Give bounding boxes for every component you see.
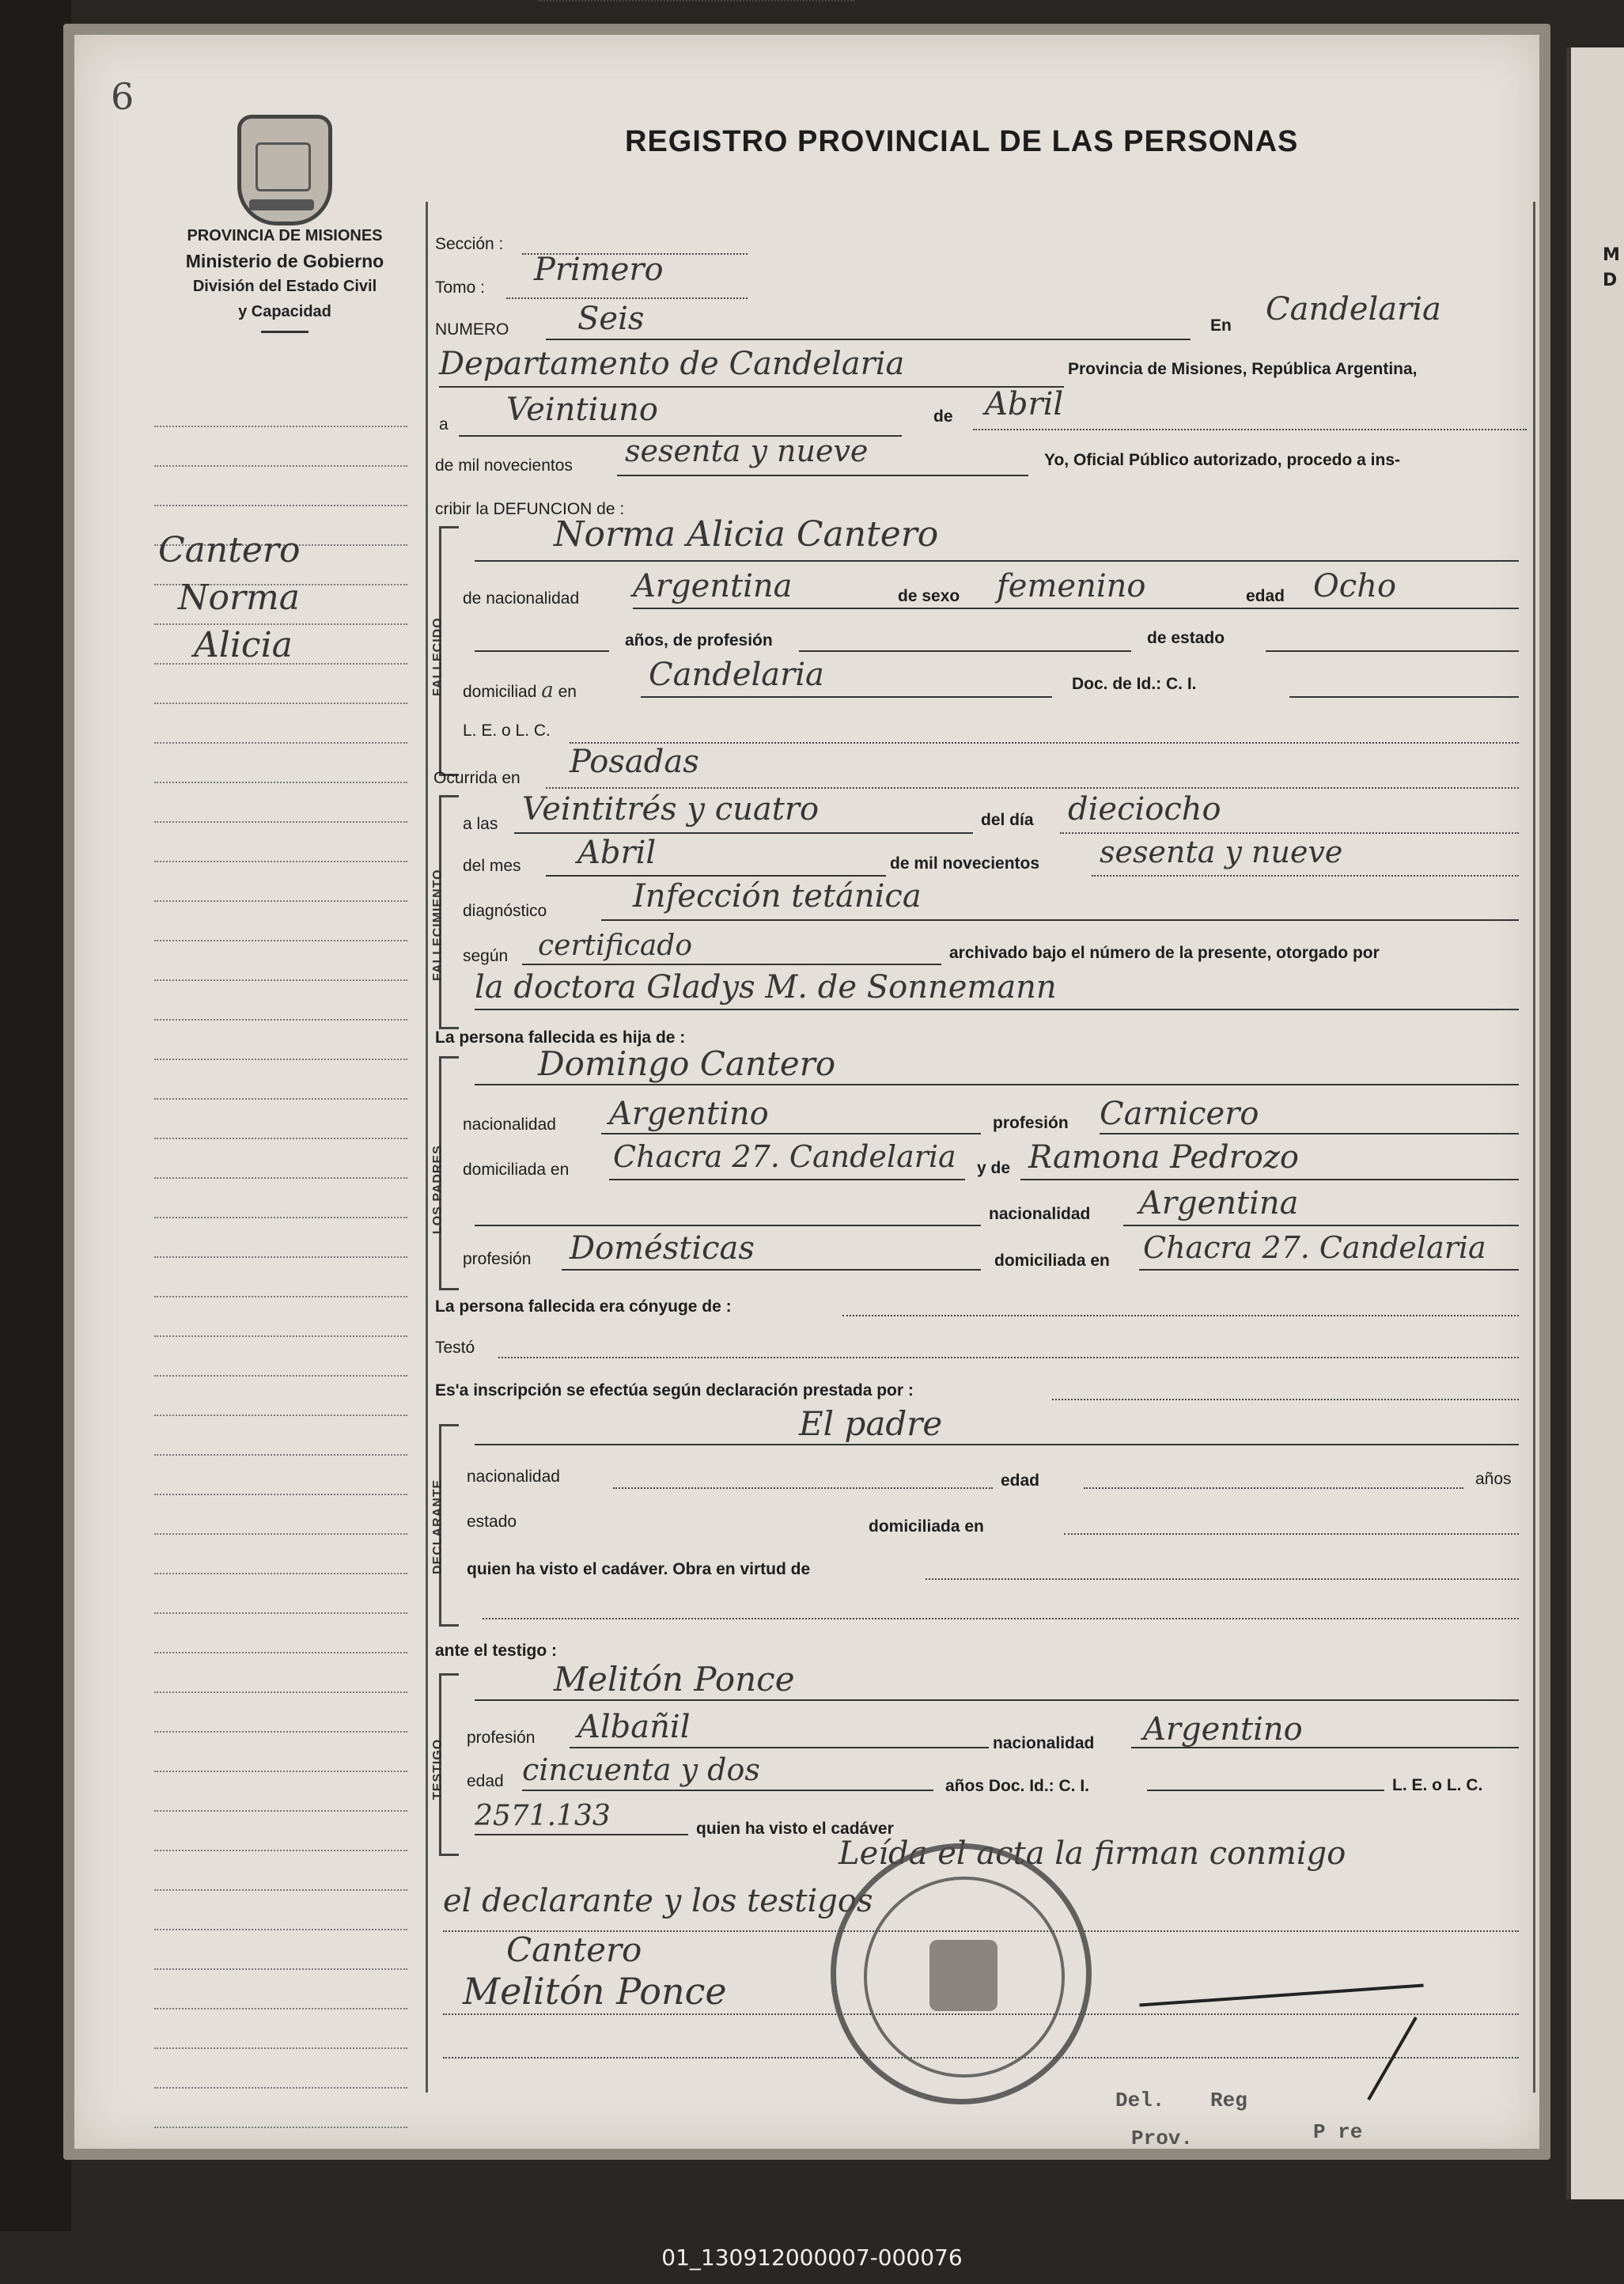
- value-domicilio: Candelaria: [649, 657, 824, 693]
- label-yo-oficial: Yo, Oficial Público autorizado, procedo a ins-: [1044, 451, 1401, 469]
- blank-line: [1060, 832, 1519, 834]
- label-domiciliad: [463, 679, 577, 703]
- side-label-fallecido: FALLECIDO: [431, 617, 445, 696]
- blank-line: [475, 650, 609, 652]
- blank-line: [439, 386, 1064, 388]
- label-inscripcion: Es'a inscripción se efectúa según declaración prestada por :: [435, 1381, 914, 1400]
- value-madre-prof: Domésticas: [570, 1230, 755, 1267]
- blank-line: [1289, 696, 1519, 698]
- adjacent-page-fragment: [1566, 47, 1624, 2199]
- label-domiciliada-declarante: domiciliada en: [869, 1517, 984, 1536]
- org-line: y Capacidad: [238, 303, 331, 320]
- label-cribir: cribir la DEFUNCION de :: [435, 500, 625, 518]
- value-tomo: Primero: [534, 252, 664, 288]
- label-de-mil: de mil novecientos: [435, 456, 573, 475]
- column-divider: [426, 202, 428, 2093]
- label-edad-declarante: edad: [1001, 1472, 1040, 1490]
- value-padre-nac: Argentino: [609, 1096, 769, 1132]
- label-testo: Testó: [435, 1339, 475, 1357]
- value-padre: Domingo Cantero: [538, 1044, 836, 1083]
- label-profesion2: profesión: [463, 1250, 532, 1268]
- blank-line: [799, 650, 1131, 652]
- label-nacionalidad: de nacionalidad: [463, 589, 580, 608]
- stamp-text: Prov.: [1131, 2127, 1194, 2150]
- fragment-text: D: [1603, 271, 1618, 290]
- label-conyuge: La persona fallecida era cónyuge de :: [435, 1297, 732, 1316]
- value-madre-nac: Argentina: [1139, 1185, 1299, 1222]
- blank-line: [617, 475, 1028, 476]
- value-dia-fall: dieciocho: [1068, 791, 1221, 828]
- label-edad-testigo: edad: [467, 1772, 504, 1790]
- blank-line: [475, 1834, 688, 1835]
- value-ocurrida: Posadas: [570, 744, 699, 780]
- signature-declarante: Cantero: [506, 1930, 642, 1969]
- margin-given-name: Norma: [178, 578, 300, 618]
- blank-line: [633, 608, 1519, 609]
- value-segun: certificado: [538, 930, 693, 962]
- label-hija: La persona fallecida es hija de :: [435, 1028, 686, 1047]
- org-line: División del Estado Civil: [192, 278, 377, 295]
- label-ocurrida: Ocurrida en: [433, 769, 521, 787]
- label-domiciliada-en: domiciliada en: [463, 1161, 570, 1179]
- margin-given-name: Alicia: [194, 625, 293, 665]
- blank-line: [475, 1444, 1519, 1445]
- label-text: domiciliad: [463, 683, 537, 701]
- blank-line: [1092, 875, 1519, 877]
- blank-line: [475, 1009, 1519, 1010]
- blank-line: [973, 429, 1527, 430]
- blank-line: [562, 1269, 981, 1271]
- label-domiciliada-en2: domiciliada en: [994, 1252, 1110, 1270]
- label-nac-padre: nacionalidad: [463, 1115, 556, 1134]
- blank-line: [475, 1225, 981, 1226]
- blank-line: [538, 0, 854, 2]
- label-ante: ante el testigo :: [435, 1642, 558, 1660]
- blank-line: [613, 1487, 993, 1489]
- value-testigo-prof: Albañil: [577, 1709, 691, 1745]
- value-hora: Veintitrés y cuatro: [522, 791, 820, 828]
- blank-line: [1139, 1269, 1519, 1271]
- label-le-testigo: L. E. o L. C.: [1392, 1776, 1483, 1794]
- blank-line: [546, 339, 1191, 340]
- blank-line: [522, 964, 941, 965]
- blank-line: [546, 787, 1519, 789]
- blank-line: [1084, 1487, 1463, 1489]
- value-madre: Ramona Pedrozo: [1028, 1139, 1299, 1176]
- value-nacionalidad: Argentina: [633, 568, 793, 604]
- value-doctora: la doctora Gladys M. de Sonnemann: [475, 969, 1057, 1006]
- blank-line: [601, 919, 1519, 921]
- side-label-testigo: TESTIGO: [431, 1738, 445, 1800]
- provincial-seal-icon: [237, 115, 332, 225]
- label-anos-declarante: años: [1475, 1470, 1512, 1488]
- closing-text: el declarante y los testigos: [443, 1883, 873, 1919]
- blank-line: [506, 297, 748, 299]
- value-numero: Seis: [577, 301, 645, 337]
- signature-testigo: Melitón Ponce: [463, 1970, 727, 2013]
- label-a-las: a las: [463, 815, 498, 833]
- value-suffix: a: [541, 679, 554, 703]
- org-line: Ministerio de Gobierno: [185, 251, 384, 271]
- label-sexo: de sexo: [898, 587, 960, 605]
- closing-text: Leída el acta la firman conmigo: [838, 1835, 1346, 1872]
- blank-line: [475, 560, 1519, 562]
- blank-line: [475, 1084, 1519, 1085]
- label-provincia: Provincia de Misiones, República Argentina,: [1068, 360, 1418, 378]
- blank-line: [1147, 1790, 1384, 1791]
- margin-surname: Cantero: [158, 530, 301, 570]
- label-nacionalidad2: nacionalidad: [989, 1205, 1091, 1223]
- label-segun: según: [463, 947, 509, 965]
- blank-line: [522, 1790, 933, 1791]
- label-anos-doc: años Doc. Id.: C. I.: [945, 1777, 1090, 1795]
- label-de-mil2: de mil novecientos: [890, 854, 1040, 873]
- blank-line: [498, 1357, 1519, 1358]
- blank-line: [546, 875, 886, 877]
- label-quien-testigo: quien ha visto el cadáver: [696, 1820, 894, 1838]
- label-nac-testigo: nacionalidad: [993, 1734, 1095, 1752]
- label-doc: Doc. de Id.: C. I.: [1072, 675, 1197, 693]
- label-a: a: [439, 415, 449, 434]
- stamp-text: P re: [1313, 2120, 1363, 2144]
- blank-line: [570, 1747, 989, 1748]
- side-label-fallecimiento: FALLECIMIENTO: [431, 869, 445, 981]
- value-en: Candelaria: [1266, 291, 1441, 328]
- label-nac-declarante: nacionalidad: [467, 1468, 560, 1486]
- blank-line: [601, 1133, 981, 1134]
- stamp-text: Del.: [1115, 2089, 1165, 2112]
- label-le: L. E. o L. C.: [463, 722, 551, 740]
- label-en: En: [1210, 316, 1232, 335]
- label-diagnostico: diagnóstico: [463, 902, 547, 920]
- label-quien: quien ha visto el cadáver. Obra en virtud de: [467, 1560, 811, 1578]
- stamp-text: Reg: [1210, 2089, 1247, 2112]
- value-testigo: Melitón Ponce: [554, 1660, 795, 1699]
- label-estado-declarante: estado: [467, 1513, 517, 1531]
- value-madre-dom: Chacra 27. Candelaria: [1143, 1230, 1486, 1265]
- dark-background-left: [0, 0, 71, 2231]
- label-de: de: [933, 407, 953, 426]
- value-mes-fall: Abril: [577, 835, 657, 871]
- blank-line: [1100, 1133, 1519, 1134]
- page-title: REGISTRO PROVINCIAL DE LAS PERSONAS: [625, 125, 1299, 158]
- value-padre-dom: Chacra 27. Candelaria: [613, 1139, 956, 1174]
- label-tomo: Tomo :: [435, 278, 486, 297]
- label-del-mes: del mes: [463, 857, 521, 875]
- value-mes: Abril: [985, 386, 1064, 422]
- fragment-text: M: [1603, 245, 1620, 265]
- label-numero: NUMERO: [435, 320, 509, 339]
- image-caption: 01_130912000007-000076: [0, 2231, 1624, 2284]
- label-y-de: y de: [977, 1159, 1011, 1177]
- side-label-padres: LOS PADRES: [431, 1145, 445, 1234]
- blank-line: [483, 1618, 1519, 1619]
- blank-line: [1064, 1533, 1519, 1535]
- label-archivado: archivado bajo el número de la presente, otorgado por: [949, 944, 1380, 962]
- label-profesion: profesión: [993, 1114, 1069, 1132]
- official-stamp-icon: [831, 1843, 1092, 2104]
- value-testigo-nac: Argentino: [1143, 1711, 1303, 1748]
- value-anio: sesenta y nueve: [625, 434, 869, 468]
- label-del-dia: del día: [981, 811, 1034, 829]
- label-seccion: Sección :: [435, 235, 504, 253]
- value-padre-prof: Carnicero: [1100, 1096, 1259, 1132]
- value-departamento: Departamento de Candelaria: [439, 346, 905, 382]
- value-nombre: Norma Alicia Cantero: [554, 514, 939, 555]
- label-text: en: [558, 683, 577, 701]
- blank-line: [1123, 1225, 1519, 1226]
- column-divider: [1533, 202, 1535, 2093]
- blank-line: [842, 1315, 1519, 1316]
- value-testigo-doc: 2571.133: [475, 1800, 611, 1832]
- blank-line: [609, 1179, 965, 1180]
- label-de-estado: de estado: [1147, 629, 1225, 647]
- blank-line: [475, 1699, 1519, 1701]
- value-testigo-edad: cincuenta y dos: [522, 1752, 760, 1787]
- value-dia: Veintiuno: [506, 392, 658, 428]
- issuing-office: [142, 223, 427, 333]
- blank-line: [1266, 650, 1519, 652]
- value-anio-fall: sesenta y nueve: [1100, 835, 1343, 869]
- label-edad: edad: [1246, 587, 1285, 605]
- value-declarante: El padre: [799, 1404, 943, 1443]
- page-number: 6: [111, 75, 134, 118]
- value-diagnostico: Infección tetánica: [633, 878, 922, 915]
- label-anos-profesion: años, de profesión: [625, 631, 773, 650]
- blank-line: [1020, 1179, 1519, 1180]
- label-prof-testigo: profesión: [467, 1729, 536, 1747]
- blank-line: [1131, 1747, 1519, 1748]
- org-line: PROVINCIA DE MISIONES: [187, 227, 383, 244]
- blank-line: [1052, 1399, 1519, 1400]
- side-label-declarante: DECLARANTE: [431, 1479, 445, 1574]
- blank-line: [926, 1578, 1519, 1580]
- blank-line: [570, 742, 1519, 744]
- value-sexo: femenino: [997, 568, 1146, 604]
- blank-line: [641, 696, 1052, 698]
- value-edad: Ocho: [1313, 568, 1397, 604]
- blank-line: [514, 832, 973, 834]
